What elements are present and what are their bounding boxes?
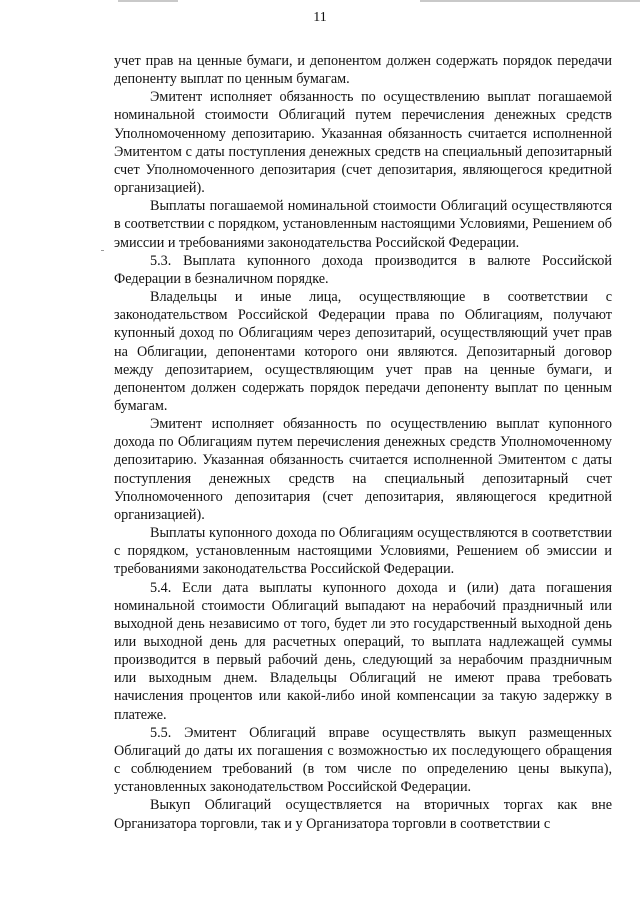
- paragraph: 5.3. Выплата купонного дохода производится в валюте Российской Федерации в безналичном порядке.: [114, 252, 612, 287]
- paragraph: Выкуп Облигаций осуществляется на вторичных торгах как вне Организатора торговли, так и у Организатора торговли в соответствии с: [114, 797, 612, 832]
- paragraph: Эмитент исполняет обязанность по осуществлению выплат погашаемой номинальной стоимости Облигаций путем перечисления денежных средств Уполномоченному депозитарию. Указанная обязанность считается исполненной Эмитентом с даты поступления денежных средств на специальный депозитарный счет Уполномоченного депозитария (счет депозитария, являющегося кредитной организацией).: [114, 89, 612, 197]
- paragraph: Выплаты погашаемой номинальной стоимости Облигаций осуществляются в соответствии с порядком, установленным настоящими Условиями, Решением об эмиссии и требованиями законодательства Российской Федерации.: [114, 198, 612, 251]
- paragraph: Выплаты купонного дохода по Облигациям осуществляются в соответствии с порядком, установленным настоящими Условиями, Решением об эмиссии и требованиями законодательства Российской Федерации.: [114, 525, 612, 578]
- margin-speck: [101, 250, 104, 251]
- document-body: [114, 52, 612, 833]
- paragraph: 5.5. Эмитент Облигаций вправе осуществлять выкуп размещенных Облигаций до даты их погашения с возможностью их последующего обращения с соблюдением требований (в том числе по определению цены выкупа), установленных законодательством Российской Федерации.: [114, 724, 612, 796]
- scan-edge-mark: [420, 0, 640, 2]
- page-number: 11: [313, 10, 327, 25]
- paragraph: учет прав на ценные бумаги, и депонентом должен содержать порядок передачи депоненту выплат по ценным бумагам.: [114, 53, 612, 88]
- paragraph: Владельцы и иные лица, осуществляющие в соответствии с законодательством Российской Федерации права по Облигациям, получают купонный доход по Облигациям через депозитарий, осуществляющий учет прав на Облигации, депонентами которого они являются. Депозитарный договор между депозитарием, осуществляющим учет прав на ценные бумаги, и депонентом должен содержать порядок передачи депоненту выплат по ценным бумагам.: [114, 289, 612, 414]
- paragraph: 5.4. Если дата выплаты купонного дохода и (или) дата погашения номинальной стоимости Облигаций выпадают на нерабочий праздничный или выходной день независимо от того, будет ли это государственный выходной день или выходной день для расчетных операций, то выплата надлежащей суммы производится в первый рабочий день, следующий за нерабочим праздничным или выходным днем. Владельцы Облигаций не имеют права требовать начисления процентов или какой-либо иной компенсации за такую задержку в платеже.: [114, 579, 612, 723]
- paragraph: Эмитент исполняет обязанность по осуществлению выплат купонного дохода по Облигациям путем перечисления денежных средств Уполномоченному депозитарию. Указанная обязанность считается исполненной Эмитентом с даты поступления денежных средств на специальный депозитарный счет Уполномоченного депозитария (счет депозитария, являющегося кредитной организацией).: [114, 416, 612, 523]
- scan-edge-mark: [118, 0, 178, 2]
